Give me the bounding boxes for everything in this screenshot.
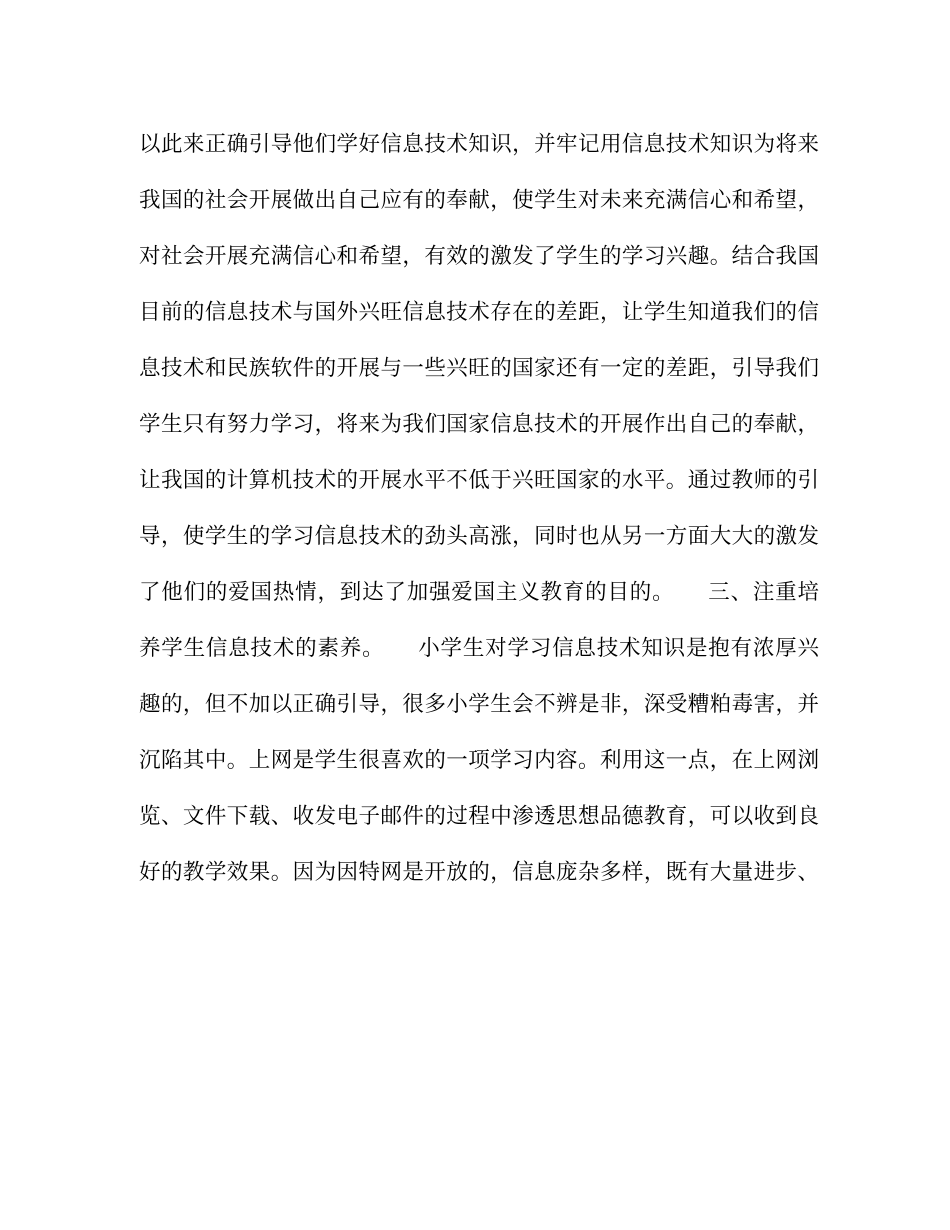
body-paragraph bbox=[139, 117, 819, 901]
text-line: 息技术和民族软件的开展与一些兴旺的国家还有一定的差距，引导我们 bbox=[139, 356, 819, 381]
text-line: 导，使学生的学习信息技术的劲头高涨，同时也从另一方面大大的激发 bbox=[139, 524, 819, 549]
text-line: 我国的社会开展做出自己应有的奉献，使学生对未来充满信心和希望， bbox=[139, 188, 819, 213]
text-line: 好的教学效果。因为因特网是开放的，信息庞杂多样，既有大量进步、 bbox=[139, 860, 819, 885]
text-line: 览、文件下载、收发电子邮件的过程中渗透思想品德教育，可以收到良 bbox=[139, 804, 819, 829]
text-line: 以此来正确引导他们学好信息技术知识，并牢记用信息技术知识为将来 bbox=[139, 132, 819, 157]
text-line: 养学生信息技术的素养。 小学生对学习信息技术知识是抱有浓厚兴 bbox=[139, 636, 819, 661]
text-line: 沉陷其中。上网是学生很喜欢的一项学习内容。利用这一点，在上网浏 bbox=[139, 748, 819, 773]
text-line: 了他们的爱国热情，到达了加强爱国主义教育的目的。 三、注重培 bbox=[139, 580, 819, 605]
text-line: 让我国的计算机技术的开展水平不低于兴旺国家的水平。通过教师的引 bbox=[139, 468, 819, 493]
text-line: 趣的，但不加以正确引导，很多小学生会不辨是非，深受糟粕毒害，并 bbox=[139, 692, 819, 717]
text-line: 对社会开展充满信心和希望，有效的激发了学生的学习兴趣。结合我国 bbox=[139, 244, 819, 269]
text-line: 目前的信息技术与国外兴旺信息技术存在的差距，让学生知道我们的信 bbox=[139, 300, 819, 325]
text-line: 学生只有努力学习，将来为我们国家信息技术的开展作出自己的奉献， bbox=[139, 412, 819, 437]
